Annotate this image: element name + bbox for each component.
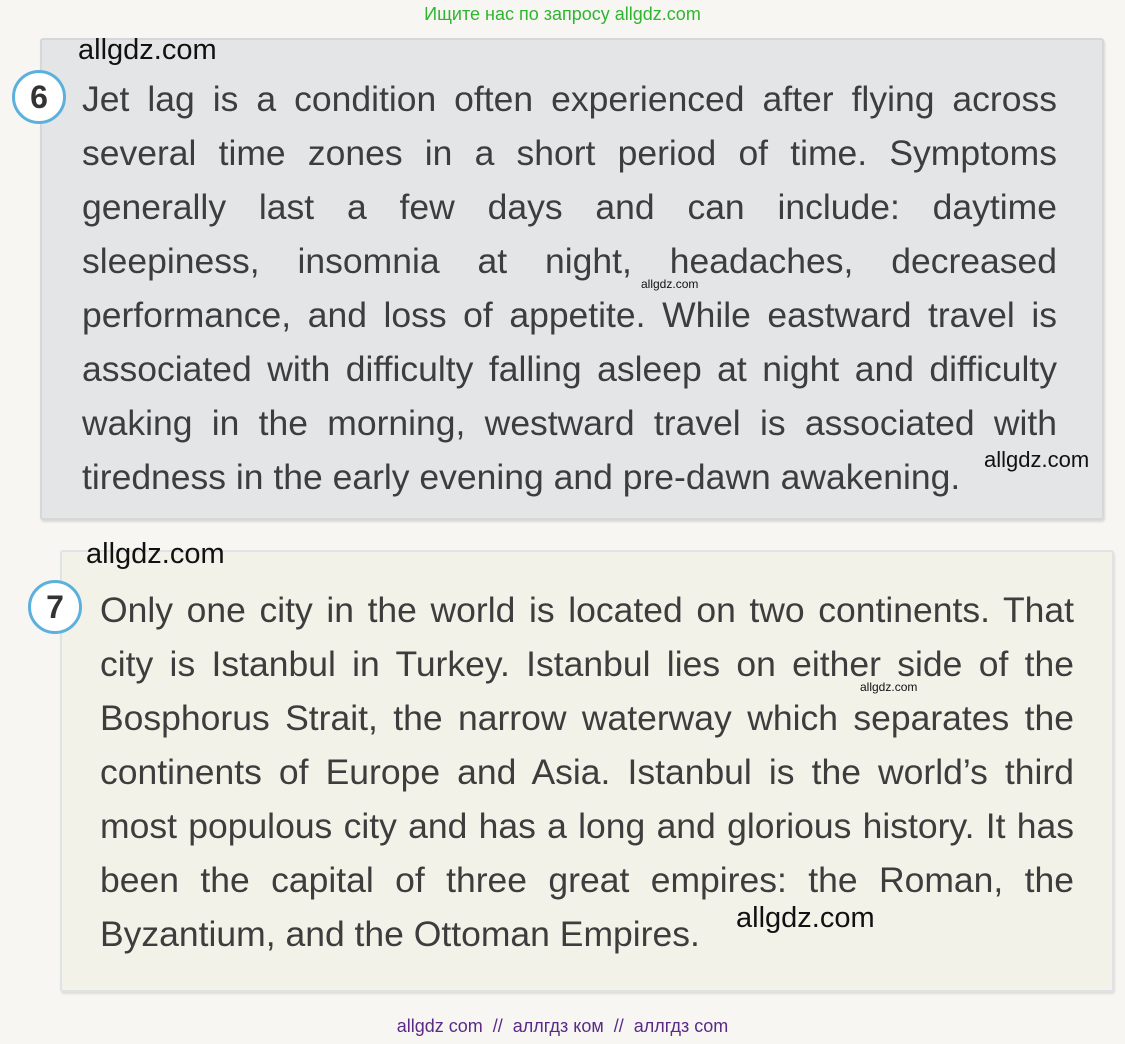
footer-links: allgdz com // аллгдз ком // аллгдз com (396, 1016, 729, 1036)
exercise-7-number-badge: 7 (28, 580, 82, 634)
watermark-center-small: allgdz.com (641, 277, 699, 291)
watermark-top-left: allgdz.com (78, 34, 217, 66)
exercise-7-text: Only one city in the world is located on two continents. That city is Istanbul in Turkey. Istanbul lies on either side of the Bosphorus Strait, the narrow waterway which separates the continents of Europe and Asia. Istanbul is the world’s third most populous city and has a long and glorious history. It has been the capital of three great empires: the Roman, the Byzantium, and the Ottoman Empires. (100, 590, 1074, 954)
watermark-mid-small: allgdz.com (860, 680, 918, 694)
watermark-bottom: allgdz.com (736, 902, 875, 934)
watermark-right: allgdz.com (984, 447, 1090, 472)
watermark-mid-left: allgdz.com (86, 538, 225, 570)
exercise-6-text: Jet lag is a condition often experienced after flying across several time zones in a short period of time. Symptoms generally last a few days and can include: daytime sleepiness, insomnia at night, headaches, decreased performance, and loss of appetite. While eastward travel is associated with difficulty falling asleep at night and difficulty waking in the morning, westward travel is associated with tiredness in the early evening and pre-dawn awakening. (82, 79, 1057, 497)
search-hint-banner: Ищите нас по запросу allgdz.com (424, 4, 701, 24)
exercise-6-number-badge: 6 (12, 70, 66, 124)
